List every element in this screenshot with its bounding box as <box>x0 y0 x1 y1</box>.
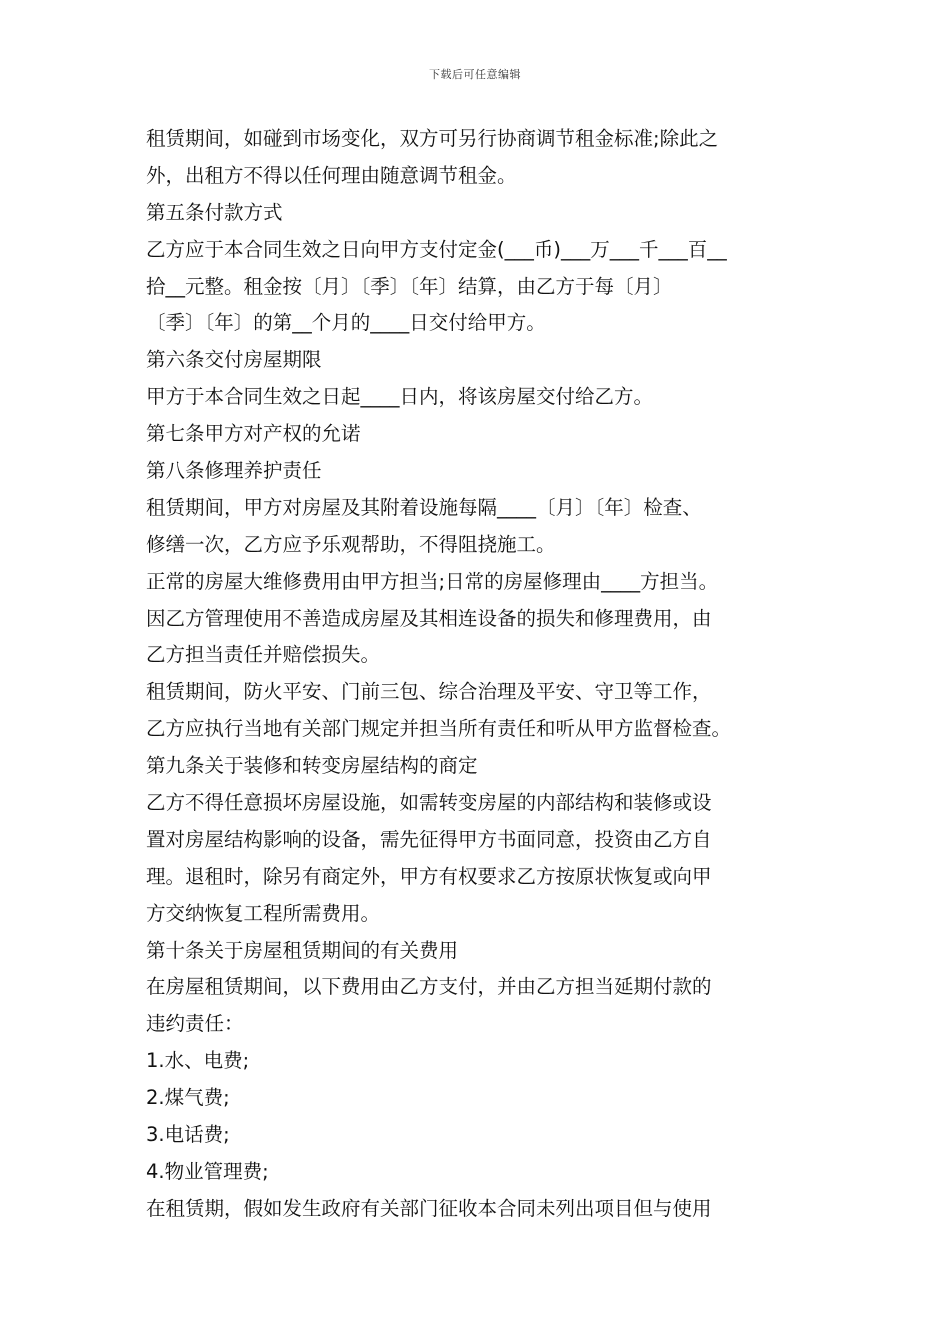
text-line: 因乙方管理使用不善造成房屋及其相连设备的损失和修理费用，由 <box>146 606 712 630</box>
text-line: 违约责任： <box>146 1012 244 1036</box>
list-item: 2.煤气费; <box>146 1086 230 1110</box>
section-heading: 第九条关于装修和转变房屋结构的商定 <box>146 754 478 778</box>
text-line: 外，出租方不得以任何理由随意调节租金。 <box>146 163 517 187</box>
text-line: 拾__元整。租金按〔月〕〔季〕〔年〕结算，由乙方于每〔月〕 <box>146 274 673 298</box>
text-line: 乙方不得任意损坏房屋设施，如需转变房屋的内部结构和装修或设 <box>146 791 712 815</box>
text-line: 乙方应执行当地有关部门规定并担当所有责任和听从甲方监督检查。 <box>146 717 732 741</box>
text-line: 在房屋租赁期间，以下费用由乙方支付，并由乙方担当延期付款的 <box>146 975 712 999</box>
list-item: 3.电话费; <box>146 1123 230 1147</box>
text-line: 租赁期间，防火平安、门前三包、综合治理及平安、守卫等工作， <box>146 680 712 704</box>
text-line: 方交纳恢复工程所需费用。 <box>146 901 381 925</box>
text-line: 修缮一次，乙方应予乐观帮助，不得阻挠施工。 <box>146 532 556 556</box>
section-heading: 第七条甲方对产权的允诺 <box>146 422 361 446</box>
text-line: 甲方于本合同生效之日起____日内，将该房屋交付给乙方。 <box>146 385 654 409</box>
text-line: 理。退租时，除另有商定外，甲方有权要求乙方按原状恢复或向甲 <box>146 864 712 888</box>
text-line: 乙方担当责任并赔偿损失。 <box>146 643 381 667</box>
list-item: 1.水、电费; <box>146 1049 250 1073</box>
text-line: 租赁期间，甲方对房屋及其附着设施每隔____〔月〕〔年〕检查、 <box>146 495 702 519</box>
text-line: 〔季〕〔年〕的第__个月的____日交付给甲方。 <box>146 311 546 335</box>
text-line: 正常的房屋大维修费用由甲方担当;日常的房屋修理由____方担当。 <box>146 569 719 593</box>
section-heading: 第六条交付房屋期限 <box>146 348 322 372</box>
document-body <box>146 121 810 1228</box>
text-line: 在租赁期，假如发生政府有关部门征收本合同未列出项目但与使用 <box>146 1196 712 1220</box>
section-heading: 第八条修理养护责任 <box>146 459 322 483</box>
text-line: 乙方应于本合同生效之日向甲方支付定金(___币)___万___千___百__ <box>146 237 727 261</box>
text-line: 置对房屋结构影响的设备，需先征得甲方书面同意，投资由乙方自 <box>146 827 712 851</box>
list-item: 4.物业管理费; <box>146 1159 269 1183</box>
section-heading: 第五条付款方式 <box>146 200 283 224</box>
page-header: 下载后可任意编辑 <box>429 68 521 81</box>
text-line: 租赁期间，如碰到市场变化，双方可另行协商调节租金标准;除此之 <box>146 127 719 150</box>
section-heading: 第十条关于房屋租赁期间的有关费用 <box>146 938 459 962</box>
